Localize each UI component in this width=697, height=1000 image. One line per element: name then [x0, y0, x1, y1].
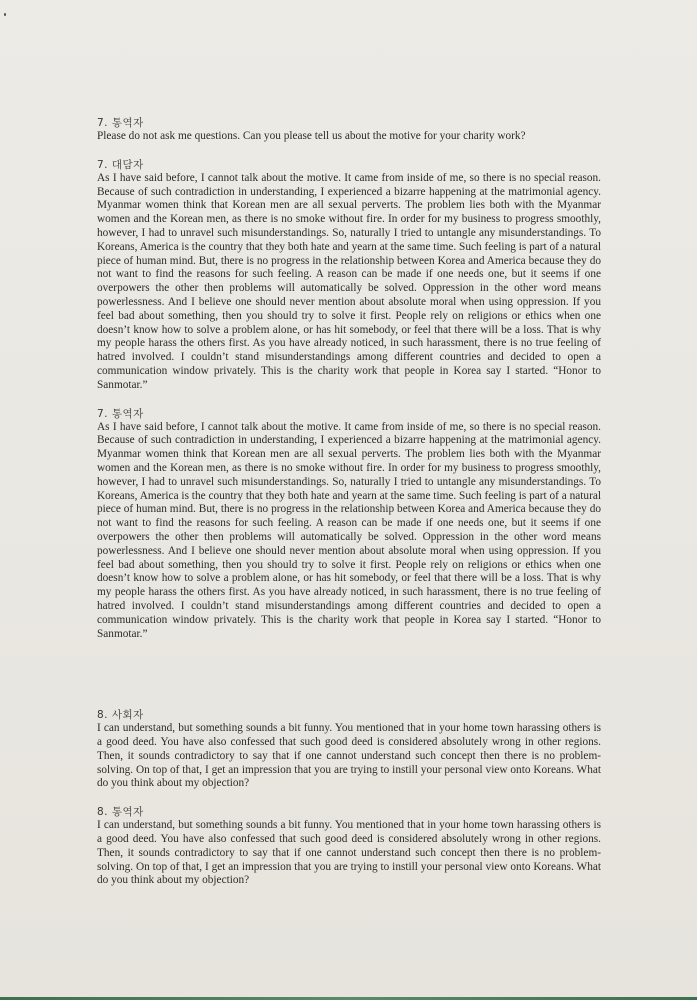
section-7-interviewee — [97, 158, 601, 393]
section-text: I can understand, but something sounds a bit funny. You mentioned that in your home town harassing others is a good deed. You have also confessed that such good deed is considered absolutely wrong in other regions. Then, it sounds contradictory to say that if one cannot understand such concept then there is no problem-solving. On top of that, I get an impression that you are trying to instill your personal view onto Koreans. What do you think about my objection? — [97, 722, 601, 790]
section-text: Please do not ask me questions. Can you please tell us about the motive for your charity work? — [97, 130, 526, 142]
scan-speck — [4, 13, 6, 16]
speaker-label: 7. 대담자 — [97, 158, 144, 171]
section-7-interpreter — [97, 407, 601, 642]
section-text: As I have said before, I cannot talk about the motive. It came from inside of me, so there is no special reason. Because of such contradiction in understanding, I experienced a bizarre happening at the matrimonial agency. Myanmar women think that Korean men are all sexual perverts. The problem lies both with the Myanmar women and the Korean men, as there is no smoke without fire. In order for my business to progress smoothly, however, I had to unravel such misunderstandings. So, naturally I tried to untangle any misunderstandings. To Koreans, America is the country that they both hate and yearn at the same time. Such feeling is part of a natural piece of human mind. But, there is no progress in the relationship between Korea and America because they do not want to find the reasons for such feeling. A reason can be made if one needs one, but it seems if one overpowers the other then problems will automatically be solved. Oppression in the other word means powerlessness. And I believe one should never mention about absolute moral when using oppression. If you feel bad about something, then you should try to solve it first. People rely on religions or ethics when one doesn’t know how to solve a problem alone, or has hit somebody, or feel that there will be a loss. That is why my people harass the others first. As you have already noticed, in such harassment, there is no true feeling of hatred involved. I couldn’t stand misunderstandings among different countries and decided to open a communication window privately. This is the charity work that people in Korea say I started. “Honor to Sanmotar.” — [97, 171, 601, 391]
section-text: I can understand, but something sounds a bit funny. You mentioned that in your home town harassing others is a good deed. You have also confessed that such good deed is considered absolutely wrong in other regions. Then, it sounds contradictory to say that if one cannot understand such concept then there is no problem-solving. On top of that, I get an impression that you are trying to instill your personal view onto Koreans. What do you think about my objection? — [97, 819, 601, 887]
speaker-label: 8. 사회자 — [97, 709, 144, 722]
transcript — [97, 116, 601, 888]
speaker-label: 7. 통역자 — [97, 407, 144, 420]
speaker-label: 8. 통역자 — [97, 806, 144, 819]
section-8-moderator — [97, 708, 601, 791]
section-8-interpreter — [97, 805, 601, 888]
speaker-label: 7. 통역자 — [97, 117, 144, 129]
section-7-interpreter-question — [97, 116, 601, 144]
section-text: As I have said before, I cannot talk about the motive. It came from inside of me, so there is no special reason. Because of such contradiction in understanding, I experienced a bizarre happening at the matrimonial agency. Myanmar women think that Korean men are all sexual perverts. The problem lies both with the Myanmar women and the Korean men, as there is no smoke without fire. In order for my business to progress smoothly, however, I had to unravel such misunderstandings. So, naturally I tried to untangle any misunderstandings. To Koreans, America is the country that they both hate and yearn at the same time. Such feeling is part of a natural piece of human mind. But, there is no progress in the relationship between Korea and America because they do not want to find the reasons for such feeling. A reason can be made if one needs one, but it seems if one overpowers the other then problems will automatically be solved. Oppression in the other word means powerlessness. And I believe one should never mention about absolute moral when using oppression. If you feel bad about something, then you should try to solve it first. People rely on religions or ethics when one doesn’t know how to solve a problem alone, or has hit somebody, or feel that there will be a loss. That is why my people harass the others first. As you have already noticed, in such harassment, there is no true feeling of hatred involved. I couldn’t stand misunderstandings among different countries and decided to open a communication window privately. This is the charity work that people in Korea say I started. “Honor to Sanmotar.” — [97, 420, 601, 640]
